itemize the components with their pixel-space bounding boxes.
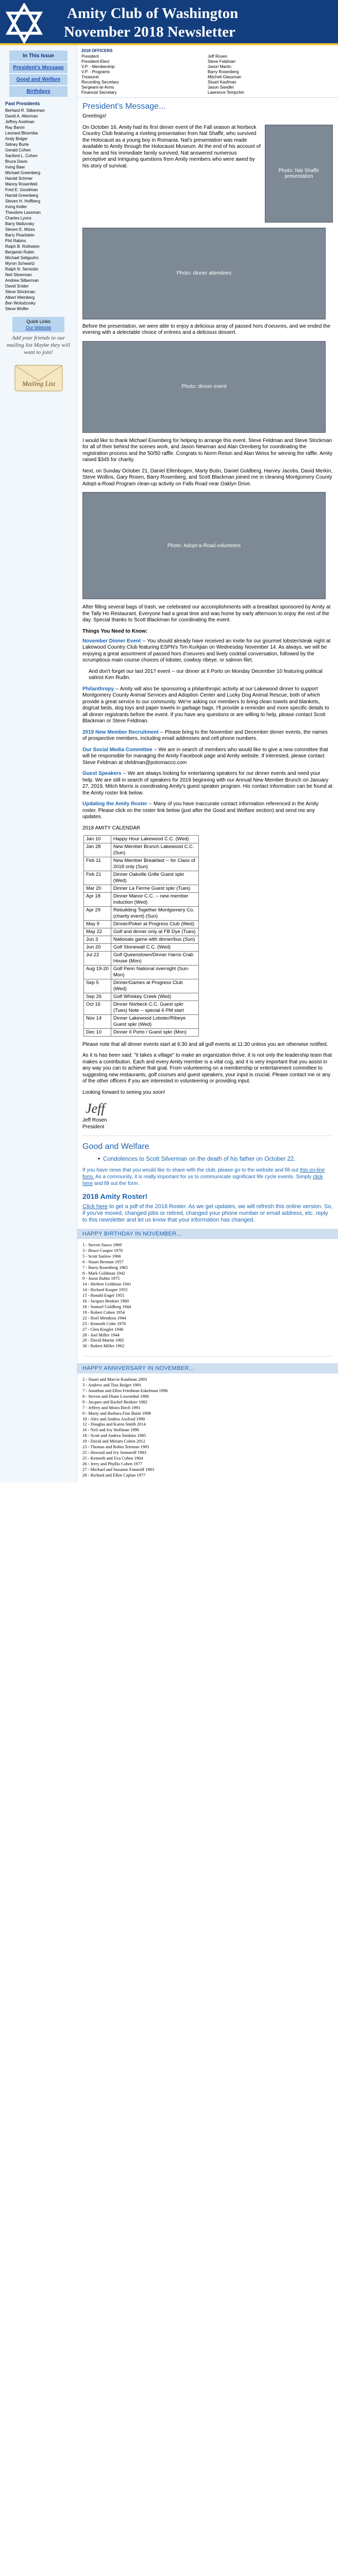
issue-link-presidents-message[interactable]: President's Message: [13, 65, 64, 71]
anniversary-item: 9 - Marty and Barbara Fine Butin 1998: [82, 1410, 151, 1416]
officers-titles: [81, 48, 208, 95]
calendar-date: Jan 10: [84, 835, 111, 843]
officer-title: President-Elect: [81, 59, 110, 64]
photo-dinner-event: Photo: dinner event: [82, 341, 326, 433]
click-here-link[interactable]: click here: [82, 1174, 323, 1187]
past-president-name: Steven E. Mizes: [5, 227, 35, 232]
pm-paragraph-8: Looking forward to seeing you soon!: [82, 1089, 165, 1095]
birthday-item: 5 - Scott Saslow 1966: [82, 1253, 121, 1259]
photo-nat-shaffir: Photo: Nat Shaffir presentation: [265, 125, 333, 223]
pm-paragraph-6: Please note that all dinner events start at 6:30 and all golf events at 11:30 unless you are otherwise notified.: [82, 1041, 328, 1047]
birthday-item: 23 - Kenneth Cohn 1978: [82, 1320, 126, 1326]
anniversary-item: 25 - Kenneth and Eva Cohen 1964: [82, 1455, 143, 1461]
officer-name: Mitchell Glassman: [208, 75, 242, 79]
anniversary-item: 27 - Michael and Suzanne Fanaroff 1983: [82, 1466, 155, 1472]
calendar-date: Apr 18: [84, 892, 111, 906]
roster-title: 2018 Amity Roster!: [82, 1192, 148, 1200]
birthday-item: 15 - Ronald Engel 1955: [82, 1293, 125, 1298]
main-content: [77, 45, 338, 1482]
past-president-name: David Snider: [5, 284, 29, 289]
officers-name-list: [208, 54, 334, 95]
birthday-item: 7 - Barry Rosenberg 1965: [82, 1264, 128, 1270]
calendar-event: Happy Hour Lakewood C.C. (Wed): [111, 835, 198, 843]
anniversary-item: 9 - Jacques and Rachel Benkier 1982: [82, 1399, 148, 1404]
birthday-item: 30 - Robert Miller 1962: [82, 1343, 125, 1349]
birthday-item: 19 - Robert Cohen 1954: [82, 1309, 125, 1315]
past-president-name: Manny Rosenfeld: [5, 182, 38, 187]
past-president-name: Phil Rabins: [5, 239, 26, 243]
past-president-name: Sanford L. Cohen: [5, 154, 38, 158]
officers-names: [208, 48, 334, 95]
calendar-date: Dec 10: [84, 1028, 111, 1036]
birthday-item: 22 - Roel Mendoza 1944: [82, 1315, 126, 1320]
officer-name: Lawrence Tempchin: [208, 90, 245, 95]
calendar-date: Oct 16: [84, 1001, 111, 1014]
anniversary-item: 2 - Stuart and Marcie Kaufman 2003: [82, 1377, 147, 1382]
calendar-date: Sep 26: [84, 993, 111, 1001]
calendar-date: Nov 14: [84, 1014, 111, 1028]
past-president-name: Sidney Burte: [5, 142, 29, 147]
birthday-item: 29 - David Martin 1965: [82, 1337, 124, 1343]
officer-name: Jeff Rosen: [208, 54, 228, 59]
pm-paragraph-7: As it is has been said: "it takes a village" to make an organization thrive. It is not only the leadership team that makes a contribution. Each and every Amity member is a vital cog, and it is very important that you assist in any way you can to achieve that goal. From volunteering on a membership or entertainment committee to suggesting new restaurants, golf courses and guest speakers, your input is crucial. Please contact me or any of the other officers if you are interested in volunteering or providing input.: [82, 1053, 332, 1084]
calendar-date: Mar 20: [84, 885, 111, 892]
birthday-item: 14 - Herbert Goldman 1941: [82, 1281, 131, 1287]
sign-title: President: [82, 1124, 105, 1130]
officer-title: President: [81, 54, 99, 59]
past-president-name: Michael Greenberg: [5, 171, 41, 175]
calendar-event: Dinner Manor C.C. -- new member induction (Wed): [111, 892, 198, 906]
past-president-name: Ralph N. Semiotin: [5, 267, 39, 272]
things-to-know-title: Things You Need to Know:: [82, 628, 148, 634]
in-this-issue-box: [9, 50, 67, 61]
calendar-date: Jul 22: [84, 951, 111, 965]
calendar-date: Jan 28: [84, 843, 111, 857]
officers-title-list: [81, 54, 208, 95]
calendar-event: Golf Queenstown/Dinner Harris Crab House (Mon): [111, 951, 198, 965]
anniversary-item: 16 - Neil and Ivy Stollman 1996: [82, 1427, 140, 1433]
past-president-name: Steven H. Hoffberg: [5, 199, 40, 204]
roster-pdf-link[interactable]: Click here: [82, 1204, 108, 1210]
officers-heading: 2018 OFFICERS: [81, 48, 113, 53]
officer-title: V.P. - Membership: [81, 64, 115, 69]
photo-adopt-a-road: Photo: Adopt-a-Road volunteers: [82, 492, 326, 599]
mailing-list-envelope-icon: [12, 361, 65, 394]
anniversary-item: 7 - Jeffrey and Moira Birch 1991: [82, 1404, 141, 1410]
calendar-date: May 22: [84, 928, 111, 936]
past-president-name: Michael Seligsohn: [5, 256, 39, 260]
photo-dinner-attendees: Photo: dinner attendees: [82, 228, 326, 319]
issue-link-good-and-welfare[interactable]: Good and Welfare: [16, 77, 61, 82]
calendar-title: 2018 AMITY CALENDAR: [82, 825, 141, 831]
note-roster: Updating the Amity Roster -- Many of you have inaccurate contact information referenced in the Amity roster. Please click on the roster link below (just after the Good and Welfare section) and send me any updates.: [82, 801, 319, 820]
officer-title: V.P. - Programs: [81, 70, 110, 74]
online-form-link[interactable]: this on-line form.: [82, 1167, 325, 1180]
header-title: Amity Club of Washington: [67, 5, 239, 22]
calendar-row: [84, 993, 199, 1001]
past-presidents-heading: Past Presidents: [5, 101, 40, 106]
past-president-name: Neil Silverman: [5, 273, 32, 277]
birthdays-list: [77, 1239, 338, 1353]
pm-paragraph-4: Next, on Sunday October 21, Daniel Ellenbogen, Marty Butin, Daniel Goldberg, Harvey Jacobs, David Merkin, Steve Wollins, Gary Rosen, Barry Rosenberg, and Scott Blackman joined me in cleaning Montgomery County Adopt-a-Road Program clean-up activity on Falls Road near Oaklyn Drive.: [82, 468, 333, 487]
mailing-list-badge[interactable]: [12, 361, 65, 394]
roster-body: Click here to get a pdf of the 2018 Roster. As we get updates, we will refresh this online version. So, if you've moved, changed jobs or retired, changed your phone number or email address, etc. reply to this newsletter and let us know that your information has changed.: [82, 1204, 333, 1223]
calendar-row: [84, 1001, 199, 1014]
quick-links-heading: Quick Links: [26, 319, 50, 324]
past-president-name: Andrew Silberman: [5, 278, 39, 283]
birthday-item: 1 - Steven Susco 1969: [82, 1242, 122, 1247]
calendar-event: Dinner/Games at Progress Club (Wed): [111, 979, 198, 993]
note-guest-speakers: Guest Speakers -- We are always looking for entertaining speakers for our dinner events and need your help. We are still in search of speakers for 2019 beginning with our Annual New Member Brunch on January 27, 2019. Mitch Morris is coordinating Amity's guest speaker program. His contact information can be found at the Amity roster link below.: [82, 771, 332, 796]
officer-title: Treasurer: [81, 75, 99, 79]
calendar-table: [83, 835, 199, 1037]
anniversary-item: 8 - Steven and Diane Lowenthal 1980: [82, 1393, 149, 1399]
past-president-name: Fred E. Goodman: [5, 188, 38, 192]
anniversary-item: 7 - Jonathan and Ellen Friedman Eskelman 1996: [82, 1388, 168, 1394]
pm-paragraph-3: I would like to thank Michael Eisenberg for helping to arrange this event. Steve Feldman and Steve Strickman for all of their behind the scenes work, and Jason Newman and Alan Orenberg for coordinating the registration process and the 50/50 raffle. Congrats to Norm Reisin and Alan Weiss for winning the raffle. Amity raised $345 for charity.: [82, 437, 333, 463]
calendar-event: Dinner Norbeck C.C. Guest spkr (Tues) Note -- special 6 PM start: [111, 1001, 198, 1014]
header-subtitle: November 2018 Newsletter: [64, 24, 235, 40]
past-president-name: Ben Wolodzvsky: [5, 301, 36, 306]
calendar-event: Dinner/Poker at Progress Club (Wed): [111, 920, 198, 928]
calendar-row: [84, 892, 199, 906]
calendar-row: [84, 943, 199, 951]
pm-paragraph-2: Before the presentation, we were able to enjoy a delicious array of passed hors d'oeuvres, and we ended the evening with a delectable choice of entrees and a delicious dessert.: [82, 323, 331, 335]
add-friends-text: Add your friends to our mailing list Maybe they will want to join!: [7, 335, 70, 355]
mailing-list-label: Mailing List: [22, 380, 55, 387]
calendar-row: [84, 871, 199, 885]
anniversary-item: 26 - Jerry and Phyllis Cohen 1977: [82, 1461, 143, 1466]
officer-title: Recording Secretary: [81, 80, 119, 84]
calendar-date: Feb 21: [84, 871, 111, 885]
past-president-name: David A. Alterman: [5, 114, 38, 118]
officer-title: Sergeant-at-Arms: [81, 85, 114, 90]
sidebar: [0, 45, 77, 1482]
calendar-event: Dinner Il Porto / Guest spkr (Mon): [111, 1028, 198, 1036]
anniversary-item: 3 - Andrew and Tina Bolger 1991: [82, 1382, 142, 1388]
calendar-row: [84, 965, 199, 979]
calendar-event: Golf Stonewall C.C. (Wed): [111, 943, 198, 951]
birthday-item: 14 - Richard Kasper 1955: [82, 1287, 128, 1293]
our-website-link[interactable]: Our Website: [25, 325, 52, 330]
calendar-event: New Member Brunch Lakewood C.C. (Sun): [111, 843, 198, 857]
calendar-date: Apr 29: [84, 906, 111, 920]
past-president-name: Irving Baer: [5, 165, 25, 170]
calendar-row: [84, 1014, 199, 1028]
in-this-issue-heading: In This Issue: [23, 53, 54, 59]
birthday-item: 16 - Jacques Benkier 1960: [82, 1298, 129, 1304]
past-president-name: Barry Pearlstein: [5, 233, 35, 238]
officer-name: Steve Feldman: [208, 59, 235, 64]
note-december-dinner: And don't forget our last 2017 event -- our dinner at Il Porto on Monday December 10 featuring political satirist Ken Rudin.: [89, 668, 323, 681]
calendar-row: [84, 835, 199, 843]
issue-link-box: [9, 86, 67, 97]
star-of-david-icon: [4, 3, 44, 43]
note-social-media: Our Social Media Committee -- We are in search of members who would like to give a new committee that will be responsible for managing the Amity Facebook page and Amity website. If interested, please contact Steve Feldman at sfeldman@potomacco.com: [82, 747, 328, 766]
birthday-item: 3 - Bruce Cooper 1970: [82, 1247, 123, 1253]
calendar-event: Dinner Oakville Grille Guest spkr (Wed): [111, 871, 198, 885]
calendar-row: [84, 928, 199, 936]
calendar-event: Nationals game with dinner/bus (Sun): [111, 936, 198, 943]
note-recruitment: 2019 New Member Recruitment -- Please bring to the November and December dinner events, the names of prospective members, including email addresses and cell phone numbers.: [82, 729, 328, 741]
past-president-name: Steve Strickman: [5, 290, 36, 294]
good-and-welfare-body: If you have news that you would like to share with the club, please go to the website and fill out this on-line form. As a community, it is really important for us to communicate significant life cycle events. Simply click here and fill out the form.: [82, 1167, 325, 1187]
birthday-item: 6 - Stuart Berman 1957: [82, 1259, 124, 1264]
anniversary-item: 23 - Thomas and Robin Teirman 1985: [82, 1444, 149, 1450]
past-president-name: Harold Greenberg: [5, 193, 39, 198]
calendar-date: Feb 11: [84, 857, 111, 871]
calendar-row: [84, 906, 199, 920]
calendar-row: [84, 857, 199, 871]
birthday-item: 8 - Mark Goldman 1942: [82, 1270, 125, 1276]
past-president-name: Barry Maltzvsky: [5, 222, 35, 226]
birthday-item: 18 - Samuel Goldberg 1944: [82, 1303, 131, 1309]
past-president-name: Leonard Bloomba: [5, 131, 38, 135]
birthday-item: 9 - Jason Rubin 1975: [82, 1276, 120, 1281]
signature: Jeff: [86, 1101, 105, 1116]
birthdays-band: HAPPY BIRTHDAY IN NOVEMBER...: [77, 1229, 338, 1239]
officer-name: Barry Rosenberg: [208, 70, 239, 74]
header-banner: [0, 0, 338, 45]
presidents-message-title: President's Message...: [82, 102, 166, 111]
past-presidents: [5, 101, 72, 312]
presidents-message-section: [77, 102, 338, 1130]
past-president-name: Myron Schwartz: [5, 261, 35, 266]
anniversary-item: 12 - Douglas and Karen Smith 2014: [82, 1421, 146, 1427]
officer-name: Stuart Kaufman: [208, 80, 236, 84]
anniversaries-list: [77, 1374, 338, 1482]
pm-paragraph-5: After filling several bags of trash, we celebrated our accomplishments with a breakfast sponsored by Amity at the Tally Ho Restaurant. Everyone had a great time and was home by early afternoon to enjoy the rest of the day. Special thanks to Scott Blackman for coordinating the event.: [82, 604, 331, 623]
birthday-item: 27 - Glen Kingler 1946: [82, 1326, 124, 1332]
pm-paragraph-1: On October 16, Amity had its first dinner event of the Fall season at Norbeck Country Club featuring a riveting presentation from Nat Shaffir, who survived the Holocaust as a young boy in Romania. Nat's presentation was made available to Amity through the Holocaust Museum. At the end of his account of how he and his immediate family survived, Nat answered numerous perceptive and intriguing questions from Amity members who were awed by his story of survival.: [82, 124, 261, 169]
officers-block: [77, 45, 338, 98]
calendar-event: Rebuilding Together Montgomery Co. (charity event) (Sun): [111, 906, 198, 920]
divider: [82, 1356, 333, 1363]
calendar-row: [84, 1028, 199, 1036]
anniversary-item: 28 - Richard and Ellen Caplan 1977: [82, 1472, 146, 1478]
birthday-item: 28 - Joel Miller 1944: [82, 1332, 120, 1337]
greeting: Greetings!: [82, 113, 107, 119]
calendar-date: May 9: [84, 920, 111, 928]
past-president-name: Benjamin Rubin: [5, 250, 35, 255]
past-president-name: Theodore Lassman: [5, 210, 41, 215]
past-president-name: Berhard R. Silberman: [5, 108, 45, 113]
officer-title: Financial Secretary: [81, 90, 117, 95]
officer-name: Jason Martin: [208, 64, 231, 69]
calendar-date: Aug 19-20: [84, 965, 111, 979]
sign-name: Jeff Rosen: [82, 1117, 107, 1123]
past-president-name: Andy Bolger: [5, 137, 28, 141]
issue-link-birthdays[interactable]: Birthdays: [26, 89, 50, 94]
calendar-row: [84, 951, 199, 965]
past-president-name: Steve Wolfer: [5, 307, 29, 311]
calendar-event: Golf Penn National overnight (Sun-Mon): [111, 965, 198, 979]
calendar-date: Sep 5: [84, 979, 111, 993]
anniversary-item: 25 - Howard and Ivy Somaroff 1983: [82, 1450, 147, 1455]
calendar-event: Golf Whiskey Creek (Wed): [111, 993, 198, 1001]
past-president-name: Harold Schmer: [5, 176, 33, 181]
good-and-welfare-section: [82, 1136, 333, 1224]
past-president-name: Bruce Davis: [5, 159, 28, 164]
past-president-name: Gerald Cohen: [5, 148, 31, 152]
anniversary-item: 19 - David and Miriam Cohen 2012: [82, 1438, 145, 1444]
past-president-name: Ray Baron: [5, 125, 25, 130]
good-and-welfare-title: Good and Welfare: [82, 1142, 149, 1151]
calendar-row: [84, 843, 199, 857]
past-president-name: Jeffrey Axelman: [5, 120, 35, 124]
calendar-row: [84, 936, 199, 943]
calendar-date: Jun 20: [84, 943, 111, 951]
anniversaries-band: HAPPY ANNIVERSARY IN NOVEMBER...: [77, 1363, 338, 1374]
calendar-event: Dinner La Ferme Guest spkr (Tues): [111, 885, 198, 892]
note-november-dinner: November Dinner Event -- You should already have received an invite for our gourmet lobster/steak night at Lakewood Country Club featuring ESPN's Tim Kurkjian on Wednesday November 14. As always, we will be enjoying a great assortment of passed hors d'oeuvres and lively cocktail conversation, followed by the scrumptious main course choices of lobster, cowboy ribeye, or salmon filet.: [82, 638, 331, 663]
past-president-name: Ralph B. Rothstein: [5, 244, 40, 249]
calendar-event: Dinner Lakewood Lobster/Ribeye Guest spkr (Wed): [111, 1014, 198, 1028]
calendar-row: [84, 979, 199, 993]
quick-links-box: [12, 317, 64, 332]
calendar-event: New Member Breakfast -- for Class of 2018 only (Sun): [111, 857, 198, 871]
officer-name: Jason Sandler: [208, 85, 234, 90]
past-president-name: Charles Lyons: [5, 216, 31, 221]
note-philanthropy: Philanthropy -- Amity will also be sponsoring a philanthropic activity at our Lakewood dinner to support Montgomery County Animal Services and Adoption Center and Lucky Dog Animal Rescue, both of which provide a great service to our community. We're asking our members to bring clean towels and blankets, dog/cat beds, dog toys and paper towels in garbage bags. I'll provide a reminder and more specific details to all dinner registrants before the event. If you have any questions or are willing to help, please contact Scott Blackman or Steve Feldman.: [82, 686, 329, 724]
anniversary-item: 18 - Scott and Andrea Simkins 1985: [82, 1433, 146, 1438]
calendar-row: [84, 920, 199, 928]
calendar-date: Jun 3: [84, 936, 111, 943]
issue-link-box: [9, 74, 67, 85]
past-president-name: Irving Keller: [5, 205, 27, 209]
calendar-row: [84, 885, 199, 892]
past-presidents-list: [5, 108, 72, 312]
issue-link-box: [9, 62, 67, 73]
anniversary-item: 10 - Alex and Andrea Axelrod 1990: [82, 1416, 145, 1421]
past-president-name: Albert Weinberg: [5, 295, 35, 300]
calendar-event: Golf and dinner only at FB Dye (Tues): [111, 928, 198, 936]
good-and-welfare-item: • Condolences to Scott Silverman on the death of his father on October 22.: [103, 1156, 333, 1163]
